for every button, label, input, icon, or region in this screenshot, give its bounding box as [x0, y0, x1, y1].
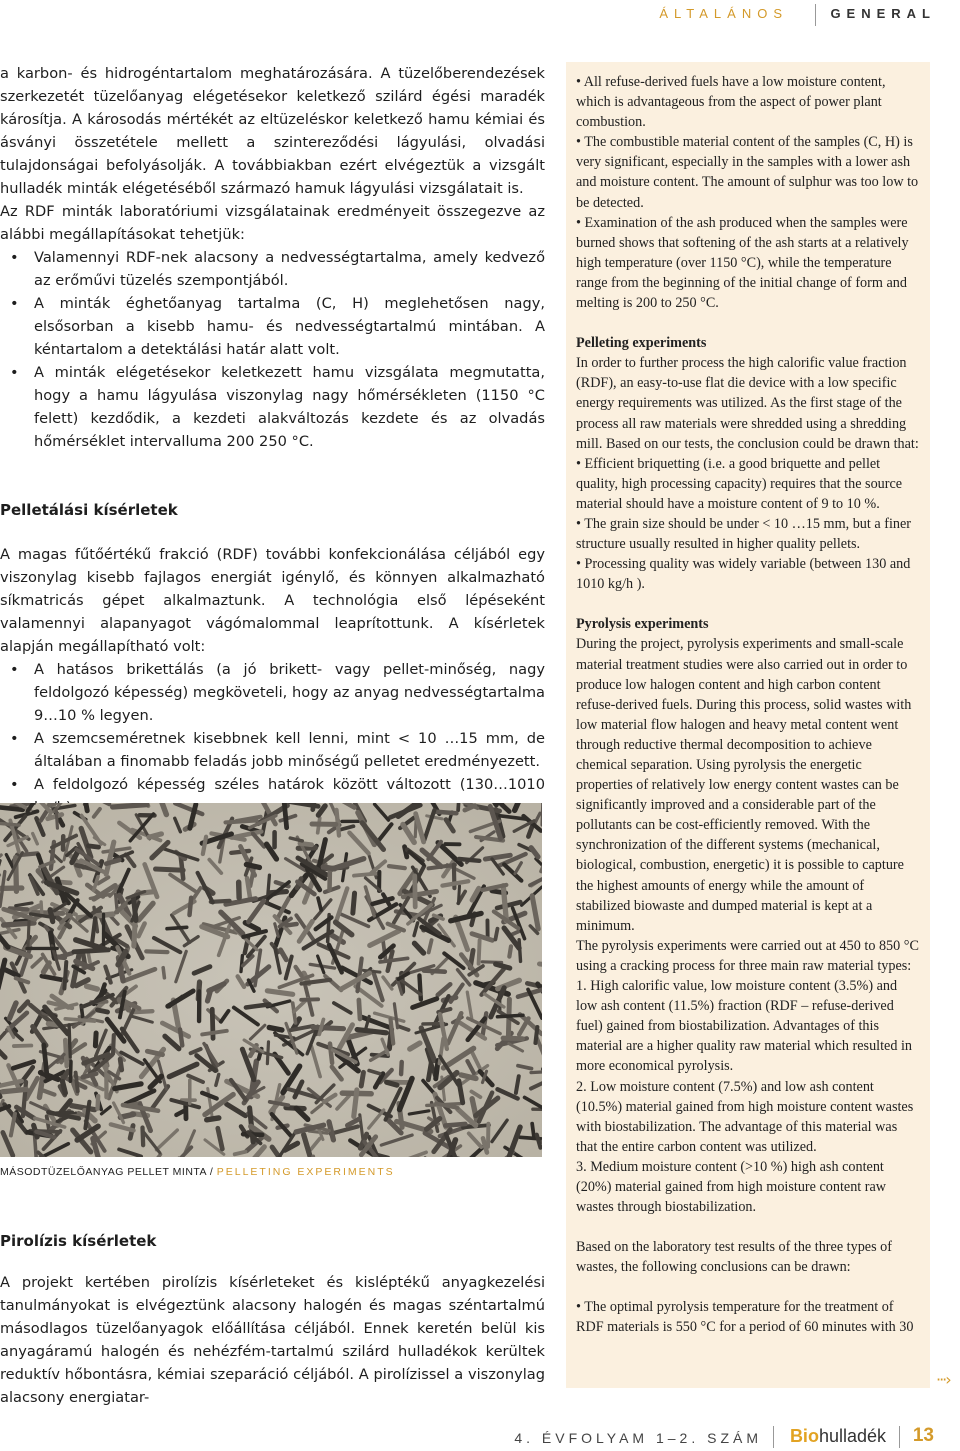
continue-arrow-icon: ···› [936, 1370, 950, 1389]
paragraph: In order to further process the high calorific value fraction (RDF), an easy-to-use flat die device with a low specific energy requirements was utilized. As the first stage of the process all raw materials were shredded using a shredding mill. Based on our tests, the conclusion could be drawn that: [576, 355, 919, 452]
pellet-shape [503, 1038, 522, 1039]
pellet-shape [87, 986, 98, 989]
footer-divider [773, 1426, 774, 1448]
pellet-shape [284, 803, 287, 828]
pellet-shape [435, 812, 456, 814]
pellet-shape [246, 865, 259, 868]
pellet-shape [357, 1030, 386, 1033]
pellet-shape [458, 803, 459, 810]
pellet-shape [41, 902, 42, 915]
pellet-sample-photo [0, 803, 542, 1157]
pellet-shape [354, 1090, 357, 1117]
pellet-shape [301, 999, 318, 1000]
pellet-shape [359, 1000, 360, 1019]
pellet-shape [497, 1015, 523, 1016]
pellet-shape [391, 1019, 394, 1043]
pellet-shape [479, 940, 480, 963]
pellet-shape [231, 851, 249, 853]
pellet-shape [241, 956, 242, 972]
pellet-photo-illustration [0, 803, 542, 1157]
pellet-shape [146, 951, 167, 952]
pellet-shape [461, 1075, 476, 1079]
subheading-pelleting: Pelleting experiments [576, 335, 707, 352]
pellet-shape [3, 1089, 27, 1091]
pellet-shape [65, 1019, 94, 1021]
header-divider [815, 4, 816, 26]
caption-hu: MÁSODTÜZELŐANYAG PELLET MINTA / [0, 1166, 217, 1178]
summary-bullet: • The grain size should be under < 10 …15 mm, but a finer structure usually resulted in higher quality pellets. [576, 515, 912, 553]
list-item: • A hatásos brikettálás (a jó brikett- vagy pellet-minőség, nagy feldolgozó képesség) megköveteli, hogy az anyag nedvességtartalma 9…10 % legyen. [0, 658, 545, 727]
caption-en: PELLETING EXPERIMENTS [216, 1166, 395, 1178]
pellet-shape [113, 805, 147, 807]
issue-label: 4. ÉVFOLYAM 1–2. SZÁM [514, 1430, 762, 1446]
pellet-shape [190, 898, 192, 915]
pellet-shape [180, 1029, 182, 1045]
page-number: 13 [912, 1425, 934, 1446]
pellet-shape [389, 866, 405, 868]
pellet-shape [247, 878, 250, 899]
paragraph: A magas fűtőértékű frakció (RDF) további konfekcionálása céljából egy viszonylag kisebb fajlagos energiát igénylő, és könnyen alkalmazható síkmatricás gépet alkalmaztunk. A technológia első lépéseként valamennyi alapanyagot vágómalommal leaprítottunk. A kísérletek alapján megállapítható volt: [0, 546, 545, 655]
paragraph: Az RDF minták laboratóriumi vizsgálatainak eredményeit összegezve az alábbi megállapításokat tehetjük: [0, 203, 545, 243]
paragraph: A projekt kertében pirolízis kísérleteket és kisléptékű anyagkezelési tanulmányokat is elvégeztünk alacsony halogén és magas széntartalmú másodlagos tüzelőanyagok előállítása céljából. Ennek keretén belül kis anyagáramú halogén és nehézfém-tartalmú szilárd hulladékok kerültek reduktív hőbontásra, kémiai szeparáció céljából. A pirolízissel a viszonylag alacsony energiatar- [0, 1274, 545, 1406]
pellet-shape [226, 820, 257, 822]
pellet-shape [300, 843, 312, 844]
pellet-shape [167, 927, 187, 928]
pellet-shape [120, 1059, 122, 1070]
pellet-shape [458, 886, 459, 903]
summary-bullet: • The combustible material content of the samples (C, H) is very significant, especially in the samples with a lower ash and moisture content. The amount of sulphur was too low to be detected. [576, 134, 919, 211]
pellet-shape [401, 1062, 402, 1074]
section-heading-pellet: Pelletálási kísérletek [0, 501, 178, 519]
paragraph: The pyrolysis experiments were carried out at 450 to 850 °C using a cracking process for three main raw material types: [576, 937, 919, 974]
pellet-shape [246, 1004, 270, 1007]
photo-caption [0, 1166, 395, 1178]
magazine-logo: Biohulladék [789, 1426, 886, 1446]
pellet-shape [235, 1152, 246, 1155]
pellet-shape [56, 809, 57, 828]
pellet-shape [509, 946, 511, 956]
pellet-shape [14, 1046, 31, 1047]
pellet-shape [63, 1082, 66, 1093]
pellet-shape [378, 1155, 388, 1157]
pellet-shape [163, 968, 164, 978]
hungarian-column [0, 62, 545, 819]
pellet-shape [361, 1072, 363, 1086]
list-item: • A szemcseméretnek kisebbnek kell lenni, mint < 10 …15 mm, de általában a finomabb feladás jobb minőségű pelletet eredményezett. [0, 727, 545, 773]
list-item: • Valamennyi RDF-nek alacsony a nedvességtartalma, amely kedvező az erőművi tüzelés szempontjából. [0, 246, 545, 292]
pellet-shape [156, 869, 184, 870]
pellet-shape [21, 853, 37, 855]
pellet-shape [149, 834, 161, 837]
footer-divider [899, 1426, 900, 1448]
pellet-shape [133, 897, 136, 921]
pellet-shape [113, 1035, 114, 1054]
pellet-shape [85, 803, 87, 811]
numbered-item: 1. High calorific value, low moisture content (3.5%) and low ash content (11.5%) fraction (RDF – refuse-derived fuel) gained from biostabilization. Advantages of this material are a higher quality raw material which resulted in more economical pyrolysis. [576, 978, 913, 1075]
pellet-shape [28, 921, 29, 948]
pellet-shape [269, 1027, 282, 1030]
paragraph: a karbon- és hidrogéntartalom meghatározására. A tüzelőberendezések szerkezetét tüzelőanyag elégetésekor keletkező szilárd égési maradék károsítja. A károsodás mértékét az eltüzeléskor keletkező hamu kémiai és ásványi összetétele mellett a szintereződési lágyulási, olvadási tulajdonságai befolyásolják. A továbbiakban ezért elvégeztük a vizsgált hulladék minták elégetéséből származó hamuk lágyulási vizsgálatait is. [0, 65, 545, 197]
pellet-shape [95, 1033, 96, 1046]
list-item: • A minták elégetésekor keletkezett hamu vizsgálata megmutatta, hogy a hamu lágyulása viszonylag nagy hőmérsékleten (1150 °C felett) kezdődik, a kezdeti alakváltozás kezdete és az olvadás hőmérséklet intervalluma 200 250 °C. [0, 361, 545, 453]
pellet-shape [267, 991, 292, 994]
summary-bullet: • All refuse-derived fuels have a low moisture content, which is advantageous from the aspect of power plant combustion. [576, 74, 886, 131]
numbered-item: 3. Medium moisture content (>10 %) high ash content (20%) material gained from high moisture content raw wastes through biostabilization. [576, 1158, 887, 1216]
pellet-shape [10, 908, 28, 909]
summary-bullet: • Efficient briquetting (i.e. a good briquette and pellet quality, high processing capacity) requires that the source material should have a moisture content of 9 to 10 %. [576, 455, 903, 512]
summary-bullet: • Examination of the ash produced when the samples were burned shows that softening of the ash starts at a relatively high temperature (over 1150 °C), while the temperature range from the beginning of the initial change of form and melting is 200 to 250 °C. [576, 214, 909, 312]
pellet-shape [98, 1010, 108, 1012]
section-heading-pyrolysis: Pirolízis kísérletek [0, 1232, 157, 1250]
header-section-hu: ÁLTALÁNOS [659, 6, 788, 21]
pellet-shape [459, 859, 479, 861]
pellet-shape [147, 1051, 162, 1054]
pellet-shape [532, 1124, 534, 1138]
pellet-shape [1, 824, 19, 826]
summary-bullet: • Processing quality was widely variable (between 130 and 1010 kg/h ). [576, 556, 911, 593]
pellet-shape [387, 1082, 397, 1085]
pellet-shape [424, 971, 445, 972]
pellet-shape [503, 886, 506, 921]
findings-list [0, 246, 545, 453]
pellet-shape [76, 1073, 78, 1092]
subheading-pyrolysis: Pyrolysis experiments [576, 616, 709, 633]
list-item: • A minták éghetőanyag tartalma (C, H) meglehetősen nagy, elsősorban a kisebb hamu- és nedvességtartalmú mintában. A kéntartalom a detektálási határ alatt volt. [0, 292, 545, 361]
list-item: • A feldolgozó képesség széles határok között változott (130…1010 [0, 773, 545, 819]
pellet-findings-list [0, 658, 545, 819]
pellet-shape [353, 893, 355, 913]
numbered-item: 2. Low moisture content (7.5%) and low ash content (10.5%) material gained from high moisture content wastes with biostabilization. The advantage of this material was that the entire carbon content was utilized. [576, 1078, 914, 1155]
pellet-shape [323, 867, 334, 869]
pellet-shape [495, 929, 497, 940]
pellet-shape [0, 807, 23, 810]
page-header [0, 0, 960, 36]
pellet-shape [482, 962, 502, 963]
pellet-shape [531, 1072, 542, 1073]
hungarian-column-lower [0, 1230, 545, 1409]
pellet-shape [98, 1096, 99, 1109]
pellet-shape [535, 1027, 537, 1043]
header-section-en: GENERAL [830, 6, 936, 21]
pellet-shape [313, 803, 315, 810]
pellet-shape [330, 1044, 332, 1063]
pellet-shape [88, 846, 98, 847]
pellet-shape [65, 1040, 66, 1066]
paragraph: During the project, pyrolysis experiments and small-scale material treatment studies were also carried out in order to produce low halogen content and high carbon content refuse-derived fuels. During this process, solid wastes with low material flow halogen and heavy metal content went through reductive thermal decomposition to achieve chemical separation. Using pyrolysis the energetic properties of relatively low energy content wastes can be significantly improved and a considerable part of the pollutants can be cost-efficiently removed. With the synchronization of the different systems (mechanical, biological, combustion, energetic) it is possible to capture the highest amounts of energy while the amount of stabilized biowaste and dumped material is kept at a minimum. [576, 636, 912, 934]
summary-bullet: • The optimal pyrolysis temperature for the treatment of RDF materials is 550 °C for a period of 60 minutes with 30 [576, 1299, 914, 1336]
pellet-shape [69, 1025, 70, 1057]
pellet-shape [143, 1128, 144, 1146]
pellet-shape [313, 1027, 343, 1028]
pellet-shape [70, 1062, 71, 1082]
pellet-shape [207, 1118, 219, 1120]
page-footer [0, 1418, 960, 1451]
pellet-shape [207, 990, 210, 1001]
pellet-shape [516, 1076, 519, 1093]
english-column [576, 72, 921, 1338]
paragraph: Based on the laboratory test results of the three types of wastes, the following conclusions can be drawn: [576, 1239, 892, 1276]
pellet-shape [64, 962, 66, 989]
pellet-shape [445, 1124, 465, 1126]
pellet-shape [287, 924, 297, 925]
